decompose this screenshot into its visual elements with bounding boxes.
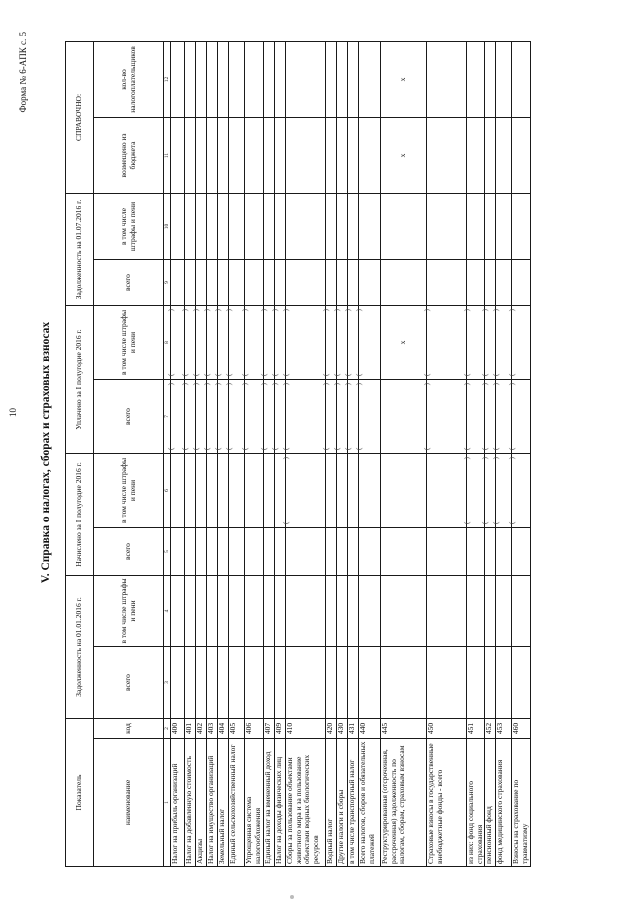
scan-speck xyxy=(290,895,294,899)
data-cell xyxy=(337,528,348,576)
data-cell xyxy=(275,647,286,719)
data-cell: ( ) xyxy=(512,306,531,380)
data-cell xyxy=(381,454,427,528)
data-cell xyxy=(337,118,348,194)
data-cell: ( ) xyxy=(229,380,245,454)
column-number: 6 xyxy=(164,454,171,528)
data-cell xyxy=(359,576,381,647)
data-cell xyxy=(348,528,359,576)
form-label: Форма № 6-АПК с. 5 xyxy=(18,32,28,113)
data-cell: ( ) xyxy=(485,454,496,528)
data-cell xyxy=(245,528,264,576)
data-cell xyxy=(264,260,275,306)
data-cell xyxy=(337,454,348,528)
table-row xyxy=(218,42,229,867)
data-cell xyxy=(326,647,337,719)
data-cell xyxy=(196,194,207,260)
column-number: 8 xyxy=(164,306,171,380)
header-incl-fines: в том числе штрафы и пени xyxy=(94,306,164,380)
data-cell: ( ) xyxy=(348,306,359,380)
data-cell xyxy=(496,576,512,647)
data-cell xyxy=(171,194,185,260)
header-total: всего xyxy=(94,528,164,576)
data-cell xyxy=(286,42,326,118)
data-cell: ( ) xyxy=(326,306,337,380)
data-cell: ( ) xyxy=(286,380,326,454)
tax-table xyxy=(65,41,531,867)
data-cell xyxy=(286,576,326,647)
row-code: 406 xyxy=(245,719,264,739)
data-cell: ( ) xyxy=(264,380,275,454)
row-code: 445 xyxy=(381,719,427,739)
data-cell xyxy=(467,260,485,306)
data-cell xyxy=(218,42,229,118)
data-cell xyxy=(359,454,381,528)
data-cell: ( ) xyxy=(359,306,381,380)
table-row xyxy=(427,42,467,867)
table-row xyxy=(196,42,207,867)
data-cell xyxy=(467,647,485,719)
data-cell xyxy=(427,194,467,260)
data-cell xyxy=(348,118,359,194)
table-row xyxy=(512,42,531,867)
table-row xyxy=(245,42,264,867)
data-cell xyxy=(245,647,264,719)
table-row xyxy=(264,42,275,867)
data-cell xyxy=(427,118,467,194)
row-code: 401 xyxy=(185,719,196,739)
data-cell xyxy=(485,260,496,306)
data-cell xyxy=(196,576,207,647)
data-cell: ( ) xyxy=(171,306,185,380)
data-cell xyxy=(337,576,348,647)
column-number: 12 xyxy=(164,42,171,118)
row-name: Налог на имущество организаций xyxy=(207,739,218,867)
data-cell xyxy=(245,260,264,306)
row-code: 404 xyxy=(218,719,229,739)
data-cell xyxy=(218,454,229,528)
row-name: Налог на доходы физических лиц xyxy=(275,739,286,867)
table-row xyxy=(171,42,185,867)
row-code: 410 xyxy=(286,719,326,739)
column-number: 5 xyxy=(164,528,171,576)
row-code: 431 xyxy=(348,719,359,739)
data-cell xyxy=(229,260,245,306)
data-cell xyxy=(326,576,337,647)
header-refunded: возмещено из бюджета xyxy=(94,118,164,194)
row-name: Сборы за пользование объектами животного мира и за пользование объектами водных биологических ресурсов xyxy=(286,739,326,867)
data-cell xyxy=(218,194,229,260)
data-cell: ( ) xyxy=(196,380,207,454)
data-cell: ( ) xyxy=(229,306,245,380)
row-name: Единый налог на вмененный доход xyxy=(264,739,275,867)
data-cell xyxy=(275,528,286,576)
data-cell: ( ) xyxy=(245,306,264,380)
data-cell: ( ) xyxy=(275,380,286,454)
data-cell xyxy=(196,260,207,306)
data-cell: ( ) xyxy=(427,380,467,454)
data-cell xyxy=(229,118,245,194)
data-cell xyxy=(218,528,229,576)
data-cell xyxy=(381,380,427,454)
data-cell xyxy=(264,576,275,647)
table-row xyxy=(229,42,245,867)
header-incl-fines: в том числе штрафы и пени xyxy=(94,194,164,260)
data-cell xyxy=(496,194,512,260)
data-cell xyxy=(229,42,245,118)
row-name: Налог на прибыль организаций xyxy=(171,739,185,867)
data-cell xyxy=(512,118,531,194)
data-cell: ( ) xyxy=(485,306,496,380)
data-cell: ( ) xyxy=(185,380,196,454)
column-number: 11 xyxy=(164,118,171,194)
data-cell xyxy=(275,194,286,260)
header-total: всего xyxy=(94,380,164,454)
data-cell: ( ) xyxy=(286,454,326,528)
data-cell xyxy=(326,454,337,528)
data-cell xyxy=(171,118,185,194)
table-row xyxy=(485,42,496,867)
data-cell xyxy=(326,260,337,306)
data-cell xyxy=(512,260,531,306)
data-cell xyxy=(245,118,264,194)
header-taxpayers-count: кол-во налогоплательщиков xyxy=(94,42,164,118)
data-cell xyxy=(229,194,245,260)
table-row xyxy=(337,42,348,867)
row-name: Страховые взносы в государственные внебюджетные фонды - всего xyxy=(427,739,467,867)
data-cell xyxy=(485,118,496,194)
column-number: 3 xyxy=(164,647,171,719)
data-cell xyxy=(359,647,381,719)
data-cell xyxy=(381,576,427,647)
data-cell: ( ) xyxy=(427,306,467,380)
data-cell xyxy=(381,528,427,576)
row-code: 440 xyxy=(359,719,381,739)
row-code: 450 xyxy=(427,719,467,739)
column-number: 4 xyxy=(164,576,171,647)
header-paid: Уплачено за I полугодие 2016 г. xyxy=(66,306,94,454)
data-cell xyxy=(286,118,326,194)
row-name: Водный налог xyxy=(326,739,337,867)
data-cell xyxy=(185,454,196,528)
data-cell xyxy=(381,194,427,260)
data-cell xyxy=(275,260,286,306)
data-cell xyxy=(427,576,467,647)
data-cell: ( ) xyxy=(496,380,512,454)
header-accrued: Начислено за I полугодие 2016 г. xyxy=(66,454,94,576)
data-cell: ( ) xyxy=(286,306,326,380)
data-cell xyxy=(348,454,359,528)
data-cell xyxy=(512,42,531,118)
data-cell xyxy=(196,118,207,194)
data-cell: ( ) xyxy=(218,380,229,454)
header-debt-start: Задолженность на 01.01.2016 г. xyxy=(66,576,94,719)
data-cell xyxy=(207,118,218,194)
row-code: 453 xyxy=(496,719,512,739)
data-cell xyxy=(264,454,275,528)
data-cell xyxy=(229,528,245,576)
row-name: Реструктурированная (отсроченная, рассроченная) задолженность по налогам, сборам, страховым взносам xyxy=(381,739,427,867)
data-cell xyxy=(485,576,496,647)
data-cell xyxy=(185,528,196,576)
row-name: пенсионный фонд xyxy=(485,739,496,867)
column-number: 10 xyxy=(164,194,171,260)
data-cell xyxy=(467,118,485,194)
row-name: из них: фонд социального страхования xyxy=(467,739,485,867)
data-cell xyxy=(359,260,381,306)
row-name: фонд медицинского страхования xyxy=(496,739,512,867)
row-name: Налог на добавленную стоимость xyxy=(185,739,196,867)
data-cell xyxy=(286,194,326,260)
data-cell xyxy=(381,647,427,719)
row-code: 403 xyxy=(207,719,218,739)
data-cell xyxy=(427,454,467,528)
data-cell xyxy=(196,528,207,576)
data-cell xyxy=(348,260,359,306)
data-cell xyxy=(264,42,275,118)
data-cell xyxy=(185,118,196,194)
table-row xyxy=(496,42,512,867)
column-number: 9 xyxy=(164,260,171,306)
header-code: код xyxy=(94,719,164,739)
data-cell xyxy=(512,647,531,719)
data-cell xyxy=(207,260,218,306)
data-cell xyxy=(171,528,185,576)
data-cell: ( ) xyxy=(326,380,337,454)
table-row xyxy=(359,42,381,867)
data-cell: ( ) xyxy=(185,306,196,380)
data-cell xyxy=(218,576,229,647)
data-cell xyxy=(485,194,496,260)
data-cell xyxy=(512,528,531,576)
data-cell: ( ) xyxy=(512,454,531,528)
row-code: 451 xyxy=(467,719,485,739)
data-cell xyxy=(185,194,196,260)
data-cell xyxy=(337,194,348,260)
row-code: 409 xyxy=(275,719,286,739)
data-cell xyxy=(275,118,286,194)
data-cell xyxy=(229,647,245,719)
data-cell xyxy=(218,260,229,306)
data-cell xyxy=(185,260,196,306)
data-cell: ( ) xyxy=(485,380,496,454)
data-cell xyxy=(496,528,512,576)
header-debt-end: Задолженность на 01.07.2016 г. xyxy=(66,194,94,306)
data-cell xyxy=(485,528,496,576)
x-mark-cell: x xyxy=(381,118,427,194)
data-cell xyxy=(171,454,185,528)
data-cell xyxy=(229,576,245,647)
header-incl-fines: в том числе штрафы и пени xyxy=(94,576,164,647)
data-cell xyxy=(207,42,218,118)
data-cell: ( ) xyxy=(348,380,359,454)
data-cell xyxy=(427,647,467,719)
data-cell xyxy=(337,42,348,118)
data-cell xyxy=(467,528,485,576)
data-cell xyxy=(359,118,381,194)
data-cell xyxy=(275,42,286,118)
table-row xyxy=(348,42,359,867)
data-cell xyxy=(467,42,485,118)
section-title: V. Справка о налогах, сборах и страховых взносах xyxy=(40,321,52,584)
row-name: Всего налогов, сборов и обязательных платежей xyxy=(359,739,381,867)
data-cell xyxy=(348,194,359,260)
data-cell xyxy=(264,194,275,260)
data-cell xyxy=(326,42,337,118)
table-row xyxy=(381,42,427,867)
row-name: в том числе транспортный налог xyxy=(348,739,359,867)
row-code: 430 xyxy=(337,719,348,739)
data-cell xyxy=(171,42,185,118)
data-cell xyxy=(427,260,467,306)
data-cell xyxy=(171,576,185,647)
row-name: Акцизы xyxy=(196,739,207,867)
column-numbers-row xyxy=(164,42,171,867)
data-cell xyxy=(207,194,218,260)
data-cell xyxy=(245,194,264,260)
data-cell: ( ) xyxy=(467,306,485,380)
data-cell xyxy=(485,42,496,118)
data-cell xyxy=(185,576,196,647)
header-total: всего xyxy=(94,647,164,719)
row-code: 407 xyxy=(264,719,275,739)
data-cell xyxy=(326,118,337,194)
data-cell xyxy=(229,454,245,528)
data-cell: ( ) xyxy=(512,380,531,454)
data-cell xyxy=(467,576,485,647)
x-mark-cell: x xyxy=(381,42,427,118)
data-cell xyxy=(326,194,337,260)
data-cell xyxy=(359,528,381,576)
data-cell xyxy=(171,647,185,719)
table-row xyxy=(286,42,326,867)
data-cell xyxy=(196,42,207,118)
page-number: 10 xyxy=(8,408,18,417)
data-cell xyxy=(348,576,359,647)
data-cell xyxy=(185,42,196,118)
data-cell xyxy=(326,528,337,576)
table-row xyxy=(185,42,196,867)
row-code: 402 xyxy=(196,719,207,739)
data-cell xyxy=(512,194,531,260)
x-mark-cell: x xyxy=(381,306,427,380)
data-cell: ( ) xyxy=(264,306,275,380)
data-cell xyxy=(275,454,286,528)
data-cell xyxy=(275,576,286,647)
column-number: 1 xyxy=(164,739,171,867)
data-cell: ( ) xyxy=(337,306,348,380)
data-cell: ( ) xyxy=(496,454,512,528)
data-cell xyxy=(427,528,467,576)
data-cell xyxy=(496,260,512,306)
row-code: 452 xyxy=(485,719,496,739)
data-cell xyxy=(337,260,348,306)
data-cell xyxy=(245,454,264,528)
row-code: 420 xyxy=(326,719,337,739)
data-cell xyxy=(512,576,531,647)
row-name: Другие налоги и сборы xyxy=(337,739,348,867)
data-cell: ( ) xyxy=(196,306,207,380)
data-cell xyxy=(264,528,275,576)
header-indicator: Показатель xyxy=(66,719,94,867)
data-cell xyxy=(496,118,512,194)
data-cell xyxy=(196,647,207,719)
data-cell xyxy=(467,194,485,260)
data-cell: ( ) xyxy=(467,454,485,528)
row-code: 400 xyxy=(171,719,185,739)
data-cell: ( ) xyxy=(275,306,286,380)
data-cell xyxy=(427,42,467,118)
row-code: 405 xyxy=(229,719,245,739)
table-row xyxy=(467,42,485,867)
data-cell xyxy=(196,454,207,528)
data-cell xyxy=(348,647,359,719)
row-code: 460 xyxy=(512,719,531,739)
data-cell xyxy=(264,647,275,719)
data-cell xyxy=(496,42,512,118)
data-cell: ( ) xyxy=(207,306,218,380)
data-cell: ( ) xyxy=(496,306,512,380)
header-row-2 xyxy=(94,42,164,867)
column-number: 7 xyxy=(164,380,171,454)
data-cell xyxy=(337,647,348,719)
data-cell xyxy=(207,528,218,576)
data-cell: ( ) xyxy=(218,306,229,380)
data-cell: ( ) xyxy=(359,380,381,454)
column-number: 2 xyxy=(164,719,171,739)
data-cell: ( ) xyxy=(207,380,218,454)
data-cell xyxy=(245,42,264,118)
data-cell xyxy=(207,576,218,647)
header-incl-fines: в том числе штрафы и пени xyxy=(94,454,164,528)
table-row xyxy=(275,42,286,867)
data-cell: ( ) xyxy=(337,380,348,454)
data-cell xyxy=(348,42,359,118)
row-name: Упрощенная система налогообложения xyxy=(245,739,264,867)
data-cell xyxy=(286,260,326,306)
data-cell xyxy=(496,647,512,719)
row-name: Единый сельскохозяйственный налог xyxy=(229,739,245,867)
table-row xyxy=(326,42,337,867)
data-cell xyxy=(207,647,218,719)
data-cell xyxy=(381,260,427,306)
data-cell xyxy=(218,118,229,194)
data-cell xyxy=(359,194,381,260)
data-cell: ( ) xyxy=(171,380,185,454)
data-cell xyxy=(171,260,185,306)
data-cell xyxy=(286,647,326,719)
data-cell xyxy=(207,454,218,528)
row-name: Земельный налог xyxy=(218,739,229,867)
data-cell xyxy=(245,576,264,647)
data-cell xyxy=(218,647,229,719)
header-row-1 xyxy=(66,42,94,867)
data-cell xyxy=(264,118,275,194)
data-cell: ( ) xyxy=(245,380,264,454)
row-name: Взносы на страхование по травматизму xyxy=(512,739,531,867)
data-cell xyxy=(359,42,381,118)
header-total: всего xyxy=(94,260,164,306)
data-cell xyxy=(185,647,196,719)
data-cell: ( ) xyxy=(467,380,485,454)
header-name: наименование xyxy=(94,739,164,867)
header-reference: СПРАВОЧНО: xyxy=(66,42,94,194)
table-row xyxy=(207,42,218,867)
data-cell xyxy=(286,528,326,576)
data-cell xyxy=(485,647,496,719)
